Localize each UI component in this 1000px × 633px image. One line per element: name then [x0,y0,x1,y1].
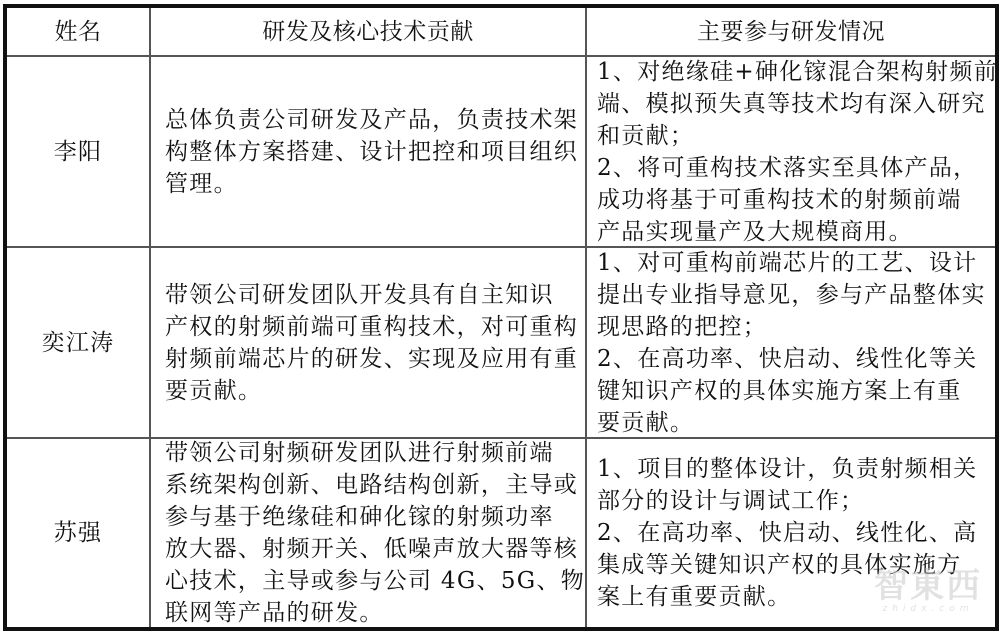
table-header-row [7,8,995,55]
header-cell-name [7,8,149,55]
text-line: 带领公司射频研发团队进行射频前端 [165,440,554,466]
text-line: 产权的射频前端可重构技术，对可重构 [165,313,579,340]
text-line: 提出专业指导意见，参与产品整体实 [597,281,986,308]
name-cell [7,248,149,437]
text-line: 1、对绝缘硅+砷化镓混合架构射频前 [597,58,999,85]
involvement-text [597,56,999,248]
name-cell [7,57,149,246]
table-row [7,246,995,437]
contribution-text [165,279,577,407]
text-line: 放大器、射频开关、低噪声放大器等核 [165,536,579,562]
text-line: 1、项目的整体设计，负责射频相关 [597,456,978,482]
header-name-label: 姓名 [54,18,102,45]
text-line: 2、在高功率、快启动、线性化等关 [597,345,978,372]
rd-contribution-table [3,4,999,631]
involvement-text [597,453,989,613]
text-line: 2、在高功率、快启动、线性化、高 [597,520,978,546]
contribution-text [165,104,577,200]
text-line: 构整体方案搭建、设计把控和项目组织 [165,138,579,165]
contribution-cell [149,439,585,627]
watermark-domain: zhidx.com [882,604,974,614]
text-line: 端、模拟预失真等技术均有深入研究 [597,90,986,117]
text-line: 1、对可重构前端芯片的工艺、设计 [597,249,978,276]
header-contribution-label: 研发及核心技术贡献 [262,18,474,45]
text-line: 带领公司研发团队开发具有自主知识 [165,281,554,308]
person-name: 苏强 [53,520,103,546]
text-line: 产品实现量产及大规模商用。 [597,218,913,245]
header-involvement-label: 主要参与研发情况 [697,18,885,45]
text-line: 案上有重要贡献。 [597,584,792,610]
involvement-cell [585,248,995,437]
text-line: 键知识产权的具体实施方案上有重 [597,377,962,404]
text-line: 2、将可重构技术落实至具体产品， [597,154,978,181]
text-line: 心技术，主导或参与公司 4G、5G、物 [165,568,586,594]
table-row [7,437,995,627]
contribution-cell [149,57,585,246]
involvement-cell [585,57,999,246]
involvement-cell [585,439,995,627]
text-line: 要贡献。 [597,409,695,436]
text-line: 系统架构创新、电路结构创新，主导或 [165,472,579,498]
text-line: 参与基于绝缘硅和砷化镓的射频功率 [165,504,554,530]
text-line: 总体负责公司研发及产品，负责技术架 [165,106,579,133]
person-name: 李阳 [53,138,103,165]
text-line: 联网等产品的研发。 [165,600,384,626]
text-line: 管理。 [165,170,238,197]
table-row [7,55,999,246]
text-line: 集成等关键知识产权的具体实施方 [597,552,962,578]
header-cell-involvement [585,8,995,55]
person-name: 奕江涛 [41,329,115,356]
text-line: 和贡献； [597,122,695,149]
contribution-cell [149,248,585,437]
watermark-logo-text: 智東西 [874,566,982,606]
involvement-text [597,247,989,439]
header-cell-contribution [149,8,585,55]
text-line: 现思路的把控； [597,313,768,340]
text-line: 部分的设计与调试工作； [597,488,865,514]
text-line: 要贡献。 [165,377,263,404]
text-line: 射频前端芯片的研发、实现及应用有重 [165,345,579,372]
name-cell [7,439,149,627]
text-line: 成功将基于可重构技术的射频前端 [597,186,962,213]
contribution-text [165,437,586,629]
